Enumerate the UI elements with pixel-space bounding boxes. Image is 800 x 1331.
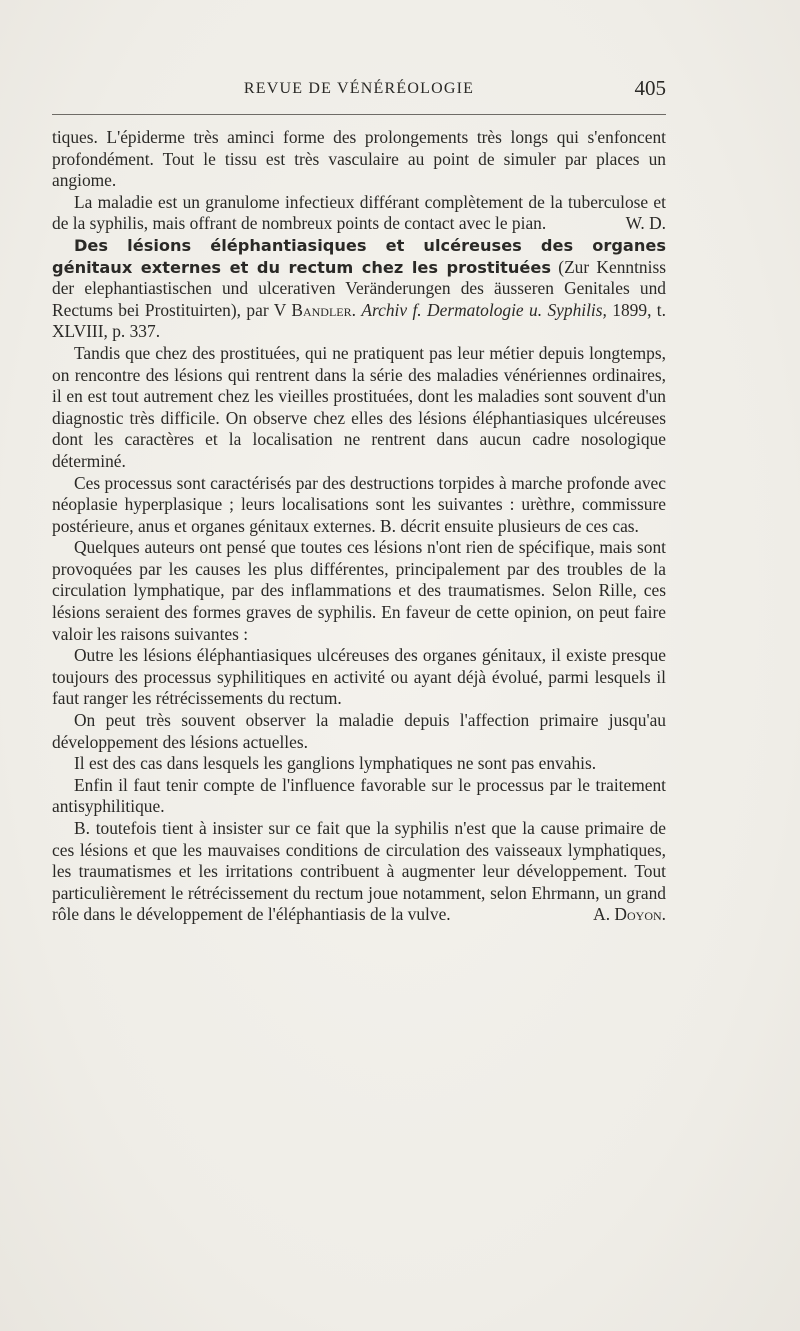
- paragraph: Tandis que chez des prostituées, qui ne pratiquent pas leur métier depuis longtemps, on rencontre des lésions qui rentrent dans la série des maladies vénériennes ordinaires, il en est tout autrement chez les vieilles prostituées, dont les maladies sont souvent d'un diagnostic très difficile. On observe chez elles des lésions éléphantiasiques ulcéreuses dont les caractères et la localisation ne rentrent dans aucun cadre nosologique déterminé.: [52, 342, 666, 471]
- paragraph: Enfin il faut tenir compte de l'influence favorable sur le processus par le traitement antisyphilitique.: [52, 774, 666, 817]
- page-header: [52, 76, 666, 106]
- paragraph-text: B. toutefois tient à insister sur ce fait que la syphilis n'est que la cause primaire de ces lésions et que les mauvaises conditions de circulation des vaisseaux lymphatiques, les traumatismes et les irritations contribuent à augmenter leur développement. Tout particulièrement le rétrécissement du rectum joue notamment, selon Ehrmann, un grand rôle dans le développement de l'éléphantiasis de la vulve.: [52, 818, 666, 925]
- paragraph: Outre les lésions éléphantiasiques ulcéreuses des organes génitaux, il existe presque toujours des processus syphilitiques en activité ou ayant déjà évolué, parmi lesquels il faut ranger les rétrécissements du rectum.: [52, 645, 666, 709]
- citation-author: Bandler: [291, 299, 352, 320]
- citation-text: 1899, t. XLVIII, p. 337.: [52, 299, 666, 342]
- paragraph: On peut très souvent observer la maladie depuis l'affection primaire jusqu'au développement des lésions actuelles.: [52, 710, 666, 752]
- paragraph: Quelques auteurs ont pensé que toutes ces lésions n'ont rien de spécifique, mais sont provoquées par les causes les plus différentes, principalement par des troubles de la circulation lymphatique, par des inflammations et des traumatismes. Selon Rille, ces lésions seraient des formes graves de syphilis. En faveur de cette opinion, on peut faire valoir les raisons suivantes :: [52, 537, 666, 644]
- citation-text: (Zur Kenntniss der elephantiastischen und ulcerativen Veränderungen des äusseren Genitales und Rectums bei Prostituirten), par V: [52, 256, 666, 320]
- header-rule: [52, 114, 666, 115]
- citation-journal: Archiv f. Dermatologie u. Syphilis,: [361, 299, 607, 320]
- author-signature: W. D.: [625, 213, 666, 234]
- page-number: 405: [634, 76, 666, 100]
- article-heading: [52, 235, 666, 343]
- paragraph: [52, 192, 666, 235]
- paragraph-text: La maladie est un granulome infectieux différant complètement de la tuberculose et de la syphilis, mais offrant de nombreux points de contact avec le pian.: [52, 191, 666, 234]
- article-body: [52, 127, 666, 926]
- citation-text: .: [351, 299, 362, 320]
- running-title: REVUE DE VÉNÉRÉOLOGIE: [243, 80, 475, 97]
- author-signature: A. Doyon.: [593, 904, 666, 925]
- article-title: Des lésions éléphantiasiques et ulcéreuses des organes génitaux externes et du rectum chez les prostituées: [52, 235, 666, 277]
- paragraph: tiques. L'épiderme très aminci forme des prolongements très longs qui s'enfoncent profondément. Tout le tissu est très vasculaire au point de simuler par places un angiome.: [52, 127, 666, 191]
- paragraph: Il est des cas dans lesquels les ganglions lymphatiques ne sont pas envahis.: [74, 753, 597, 774]
- paragraph: [52, 818, 666, 926]
- paragraph: Ces processus sont caractérisés par des destructions torpides à marche profonde avec néoplasie hyperplasique ; leurs localisations sont les suivantes : urèthre, commissure postérieure, anus et organes génitaux externes. B. décrit ensuite plusieurs de ces cas.: [52, 472, 666, 536]
